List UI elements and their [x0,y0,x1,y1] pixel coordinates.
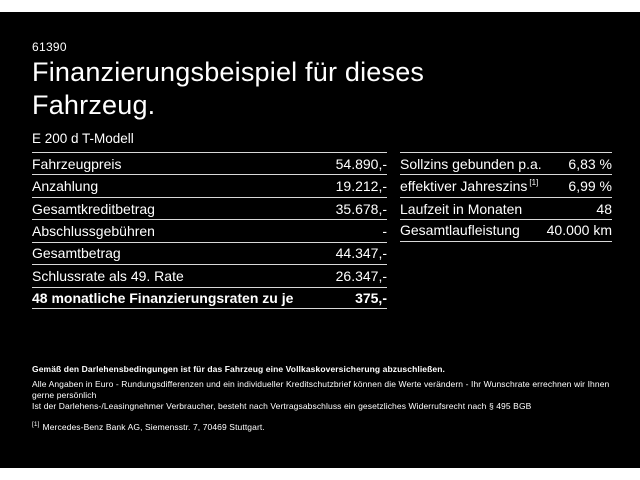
row-value: 6,83 % [568,155,612,172]
offer-number: 61390 [32,40,67,54]
footer-insurance-note: Gemäß den Darlehensbedingungen ist für das Fahrzeug eine Vollkaskoversicherung abzuschließen. [32,364,445,374]
title-line-2: Fahrzeug. [32,90,156,120]
title-line-1: Finanzierungsbeispiel für dieses [32,57,425,87]
row-value: - [382,222,387,239]
finance-table [32,152,387,309]
row-label: Anzahlung [32,178,99,195]
table-row-gesamtlaufleistung [400,219,612,241]
row-label: 48 monatliche Finanzierungsraten zu je [32,289,294,306]
row-label-text: effektiver Jahreszins [400,178,528,195]
row-value: 19.212,- [335,178,387,195]
row-value: 35.678,- [335,200,387,217]
table-row-anzahlung [32,174,387,196]
row-value: 375,- [355,289,387,306]
table-row-monatsrate [32,287,387,309]
financing-example-slide [0,12,640,468]
table-row-sollzins [400,152,612,174]
table-row-schlussrate [32,264,387,286]
footer-disclaimer-line: Alle Angaben in Euro - Rundungsdifferenzen und ein individueller Kreditschutzbrief können die Werte verändern - Ihr Wunschrate errechnen wir Ihnen gerne persönlich [32,379,610,400]
legal-footer [32,364,632,433]
table-row-abschlussgebuehren [32,219,387,241]
footer-withdrawal-note: Ist der Darlehens-/Leasingnehmer Verbraucher, besteht nach Vertragsabschluss ein gesetzliches Widerrufsrecht nach § 495 BGB [32,401,532,411]
row-label: Schlussrate als 49. Rate [32,267,184,284]
page-title [32,56,424,122]
table-row-gesamtkreditbetrag [32,197,387,219]
footnote-marker: [1] [529,178,539,188]
vehicle-model: E 200 d T-Modell [32,131,134,146]
footnote-marker: [1] [32,421,40,428]
row-value: 40.000 km [546,222,612,239]
table-row-gesamtbetrag [32,242,387,264]
row-label: Laufzeit in Monaten [400,200,523,217]
footnote-text: Mercedes-Benz Bank AG, Siemensstr. 7, 70469 Stuttgart. [42,421,265,432]
row-value: 54.890,- [335,155,387,172]
row-value: 44.347,- [335,245,387,262]
table-row-fahrzeugpreis [32,152,387,174]
row-label [400,178,538,194]
row-label: Fahrzeugpreis [32,155,122,172]
conditions-table [400,152,612,242]
row-value: 48 [596,200,612,217]
row-value: 6,99 % [568,178,612,195]
row-label: Gesamtbetrag [32,245,121,262]
row-label: Abschlussgebühren [32,222,155,239]
footer-bank-footnote [32,419,632,433]
row-value: 26.347,- [335,267,387,284]
table-row-laufzeit [400,197,612,219]
table-row-effektiver-jahreszins [400,174,612,196]
row-label: Gesamtlaufleistung [400,222,520,239]
row-label: Gesamtkreditbetrag [32,200,155,217]
row-label: Sollzins gebunden p.a. [400,155,542,172]
